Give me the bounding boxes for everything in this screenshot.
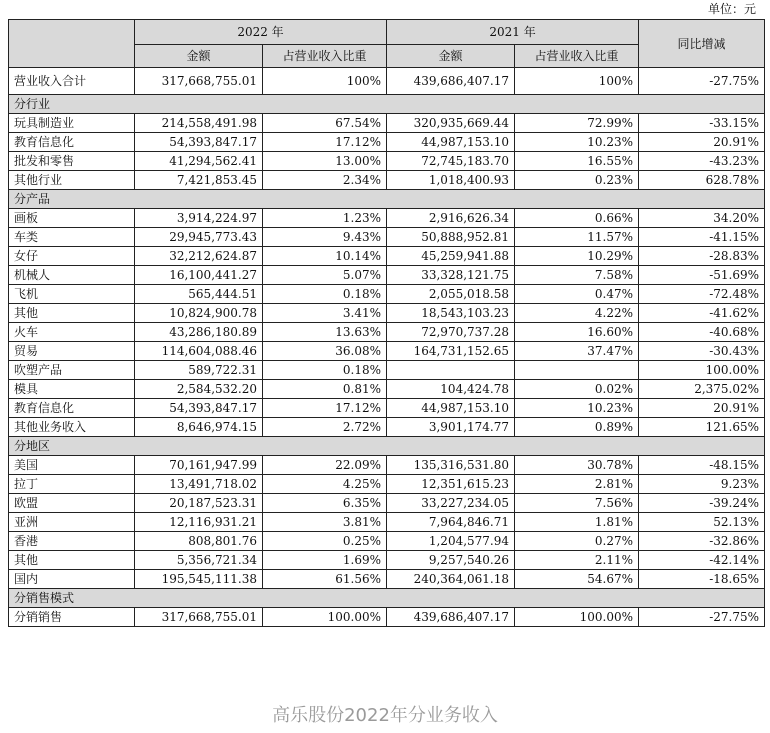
yoy-change: 628.78% <box>639 171 765 190</box>
row-label: 女仔 <box>9 247 135 266</box>
header-amount-2022: 金额 <box>135 45 263 68</box>
share-2021: 37.47% <box>515 342 639 361</box>
table-row <box>9 608 765 627</box>
table-row <box>9 494 765 513</box>
row-label: 机械人 <box>9 266 135 285</box>
table-row <box>9 114 765 133</box>
yoy-change: -27.75% <box>639 608 765 627</box>
yoy-change: -42.14% <box>639 551 765 570</box>
amount-2021: 72,745,183.70 <box>387 152 515 171</box>
share-2021: 0.66% <box>515 209 639 228</box>
section-title: 分产品 <box>9 190 765 209</box>
amount-2021: 9,257,540.26 <box>387 551 515 570</box>
figure-caption: 高乐股份2022年分业务收入 <box>272 705 498 726</box>
share-2022: 2.34% <box>263 171 387 190</box>
share-2021 <box>515 361 639 380</box>
table-row <box>9 418 765 437</box>
row-label: 教育信息化 <box>9 133 135 152</box>
amount-2021: 240,364,061.18 <box>387 570 515 589</box>
header-share-2021: 占营业收入比重 <box>515 45 639 68</box>
share-2021: 0.89% <box>515 418 639 437</box>
amount-2022: 2,584,532.20 <box>135 380 263 399</box>
amount-2021: 7,964,846.71 <box>387 513 515 532</box>
table-row <box>9 266 765 285</box>
amount-2021: 44,987,153.10 <box>387 399 515 418</box>
revenue-table-container <box>8 19 764 627</box>
amount-2022: 808,801.76 <box>135 532 263 551</box>
share-2022: 0.18% <box>263 361 387 380</box>
row-label: 车类 <box>9 228 135 247</box>
row-label: 教育信息化 <box>9 399 135 418</box>
section-header-row <box>9 589 765 608</box>
table-header <box>9 20 765 68</box>
yoy-change: 121.65% <box>639 418 765 437</box>
table-row <box>9 285 765 304</box>
share-2022: 5.07% <box>263 266 387 285</box>
row-label: 贸易 <box>9 342 135 361</box>
section-header-row <box>9 437 765 456</box>
share-2021: 100.00% <box>515 608 639 627</box>
yoy-change: 20.91% <box>639 399 765 418</box>
amount-2022: 29,945,773.43 <box>135 228 263 247</box>
row-label: 其他 <box>9 551 135 570</box>
total-amount-2022: 317,668,755.01 <box>135 68 263 95</box>
yoy-change: -48.15% <box>639 456 765 475</box>
table-row <box>9 209 765 228</box>
yoy-change: 2,375.02% <box>639 380 765 399</box>
share-2021: 72.99% <box>515 114 639 133</box>
share-2021: 0.27% <box>515 532 639 551</box>
share-2022: 17.12% <box>263 399 387 418</box>
share-2022: 100.00% <box>263 608 387 627</box>
amount-2021: 12,351,615.23 <box>387 475 515 494</box>
share-2021: 4.22% <box>515 304 639 323</box>
share-2021: 11.57% <box>515 228 639 247</box>
amount-2022: 10,824,900.78 <box>135 304 263 323</box>
amount-2021: 320,935,669.44 <box>387 114 515 133</box>
yoy-change: -33.15% <box>639 114 765 133</box>
yoy-change: 9.23% <box>639 475 765 494</box>
yoy-change: -30.43% <box>639 342 765 361</box>
row-label: 拉丁 <box>9 475 135 494</box>
section-title: 分销售模式 <box>9 589 765 608</box>
yoy-change: -51.69% <box>639 266 765 285</box>
table-row <box>9 171 765 190</box>
amount-2022: 54,393,847.17 <box>135 399 263 418</box>
table-row <box>9 361 765 380</box>
total-amount-2021: 439,686,407.17 <box>387 68 515 95</box>
amount-2021: 164,731,152.65 <box>387 342 515 361</box>
share-2021: 1.81% <box>515 513 639 532</box>
table-row <box>9 570 765 589</box>
row-label: 吹塑产品 <box>9 361 135 380</box>
share-2021: 10.29% <box>515 247 639 266</box>
amount-2021: 33,227,234.05 <box>387 494 515 513</box>
section-title: 分行业 <box>9 95 765 114</box>
yoy-change: -28.83% <box>639 247 765 266</box>
amount-2022: 3,914,224.97 <box>135 209 263 228</box>
total-share-2022: 100% <box>263 68 387 95</box>
amount-2021 <box>387 361 515 380</box>
amount-2022: 54,393,847.17 <box>135 133 263 152</box>
section-header-row <box>9 190 765 209</box>
yoy-change: 20.91% <box>639 133 765 152</box>
amount-2022: 589,722.31 <box>135 361 263 380</box>
amount-2021: 72,970,737.28 <box>387 323 515 342</box>
yoy-change: -18.65% <box>639 570 765 589</box>
share-2021: 7.56% <box>515 494 639 513</box>
row-label: 其他行业 <box>9 171 135 190</box>
table-row <box>9 380 765 399</box>
amount-2022: 7,421,853.45 <box>135 171 263 190</box>
share-2022: 13.00% <box>263 152 387 171</box>
share-2022: 9.43% <box>263 228 387 247</box>
header-year-2022: 2022 年 <box>135 20 387 45</box>
row-label: 欧盟 <box>9 494 135 513</box>
row-label: 飞机 <box>9 285 135 304</box>
share-2022: 1.23% <box>263 209 387 228</box>
row-label: 其他业务收入 <box>9 418 135 437</box>
header-amount-2021: 金额 <box>387 45 515 68</box>
amount-2021: 18,543,103.23 <box>387 304 515 323</box>
row-label: 分销销售 <box>9 608 135 627</box>
share-2022: 13.63% <box>263 323 387 342</box>
table-row <box>9 133 765 152</box>
share-2022: 6.35% <box>263 494 387 513</box>
yoy-change: -32.86% <box>639 532 765 551</box>
amount-2021: 44,987,153.10 <box>387 133 515 152</box>
header-share-2022: 占营业收入比重 <box>263 45 387 68</box>
table-row <box>9 152 765 171</box>
table-row <box>9 228 765 247</box>
amount-2021: 104,424.78 <box>387 380 515 399</box>
amount-2022: 16,100,441.27 <box>135 266 263 285</box>
share-2022: 0.25% <box>263 532 387 551</box>
table-row <box>9 247 765 266</box>
yoy-change: 34.20% <box>639 209 765 228</box>
share-2022: 36.08% <box>263 342 387 361</box>
share-2021: 30.78% <box>515 456 639 475</box>
share-2022: 3.41% <box>263 304 387 323</box>
amount-2022: 8,646,974.15 <box>135 418 263 437</box>
section-title: 分地区 <box>9 437 765 456</box>
amount-2021: 45,259,941.88 <box>387 247 515 266</box>
amount-2021: 1,204,577.94 <box>387 532 515 551</box>
row-label: 其他 <box>9 304 135 323</box>
amount-2021: 50,888,952.81 <box>387 228 515 247</box>
total-yoy: -27.75% <box>639 68 765 95</box>
share-2022: 22.09% <box>263 456 387 475</box>
amount-2021: 33,328,121.75 <box>387 266 515 285</box>
row-label: 画板 <box>9 209 135 228</box>
section-header-row <box>9 95 765 114</box>
share-2021: 2.81% <box>515 475 639 494</box>
share-2022: 67.54% <box>263 114 387 133</box>
share-2022: 3.81% <box>263 513 387 532</box>
amount-2022: 12,116,931.21 <box>135 513 263 532</box>
header-blank-cell <box>9 20 135 68</box>
amount-2022: 5,356,721.34 <box>135 551 263 570</box>
yoy-change: -41.15% <box>639 228 765 247</box>
share-2021: 0.23% <box>515 171 639 190</box>
share-2021: 54.67% <box>515 570 639 589</box>
amount-2022: 70,161,947.99 <box>135 456 263 475</box>
share-2021: 10.23% <box>515 399 639 418</box>
amount-2021: 135,316,531.80 <box>387 456 515 475</box>
table-row <box>9 399 765 418</box>
row-label: 玩具制造业 <box>9 114 135 133</box>
share-2022: 4.25% <box>263 475 387 494</box>
amount-2022: 214,558,491.98 <box>135 114 263 133</box>
table-body <box>9 68 765 627</box>
yoy-change: -39.24% <box>639 494 765 513</box>
share-2022: 0.18% <box>263 285 387 304</box>
amount-2021: 439,686,407.17 <box>387 608 515 627</box>
table-row <box>9 475 765 494</box>
revenue-table <box>8 19 765 627</box>
header-year-2021: 2021 年 <box>387 20 639 45</box>
amount-2022: 13,491,718.02 <box>135 475 263 494</box>
yoy-change: 52.13% <box>639 513 765 532</box>
amount-2022: 20,187,523.31 <box>135 494 263 513</box>
table-row <box>9 342 765 361</box>
share-2022: 0.81% <box>263 380 387 399</box>
row-label: 亚洲 <box>9 513 135 532</box>
table-row <box>9 323 765 342</box>
table-row <box>9 304 765 323</box>
amount-2021: 1,018,400.93 <box>387 171 515 190</box>
amount-2022: 565,444.51 <box>135 285 263 304</box>
yoy-change: -72.48% <box>639 285 765 304</box>
amount-2022: 43,286,180.89 <box>135 323 263 342</box>
row-label: 火车 <box>9 323 135 342</box>
yoy-change: -40.68% <box>639 323 765 342</box>
row-label: 批发和零售 <box>9 152 135 171</box>
share-2021: 16.60% <box>515 323 639 342</box>
share-2022: 1.69% <box>263 551 387 570</box>
yoy-change: 100.00% <box>639 361 765 380</box>
table-row <box>9 532 765 551</box>
total-row <box>9 68 765 95</box>
row-label: 香港 <box>9 532 135 551</box>
table-row <box>9 456 765 475</box>
total-label: 营业收入合计 <box>9 68 135 95</box>
share-2021: 10.23% <box>515 133 639 152</box>
share-2021: 0.02% <box>515 380 639 399</box>
share-2022: 2.72% <box>263 418 387 437</box>
table-row <box>9 513 765 532</box>
table-row <box>9 551 765 570</box>
amount-2021: 2,916,626.34 <box>387 209 515 228</box>
share-2021: 0.47% <box>515 285 639 304</box>
share-2022: 10.14% <box>263 247 387 266</box>
amount-2022: 32,212,624.87 <box>135 247 263 266</box>
total-share-2021: 100% <box>515 68 639 95</box>
row-label: 国内 <box>9 570 135 589</box>
amount-2021: 3,901,174.77 <box>387 418 515 437</box>
header-yoy: 同比增减 <box>639 20 765 68</box>
amount-2021: 2,055,018.58 <box>387 285 515 304</box>
unit-note: 单位：元 <box>707 2 756 16</box>
share-2021: 16.55% <box>515 152 639 171</box>
share-2022: 61.56% <box>263 570 387 589</box>
yoy-change: -43.23% <box>639 152 765 171</box>
amount-2022: 317,668,755.01 <box>135 608 263 627</box>
amount-2022: 41,294,562.41 <box>135 152 263 171</box>
row-label: 美国 <box>9 456 135 475</box>
share-2022: 17.12% <box>263 133 387 152</box>
yoy-change: -41.62% <box>639 304 765 323</box>
amount-2022: 114,604,088.46 <box>135 342 263 361</box>
share-2021: 7.58% <box>515 266 639 285</box>
amount-2022: 195,545,111.38 <box>135 570 263 589</box>
share-2021: 2.11% <box>515 551 639 570</box>
row-label: 模具 <box>9 380 135 399</box>
